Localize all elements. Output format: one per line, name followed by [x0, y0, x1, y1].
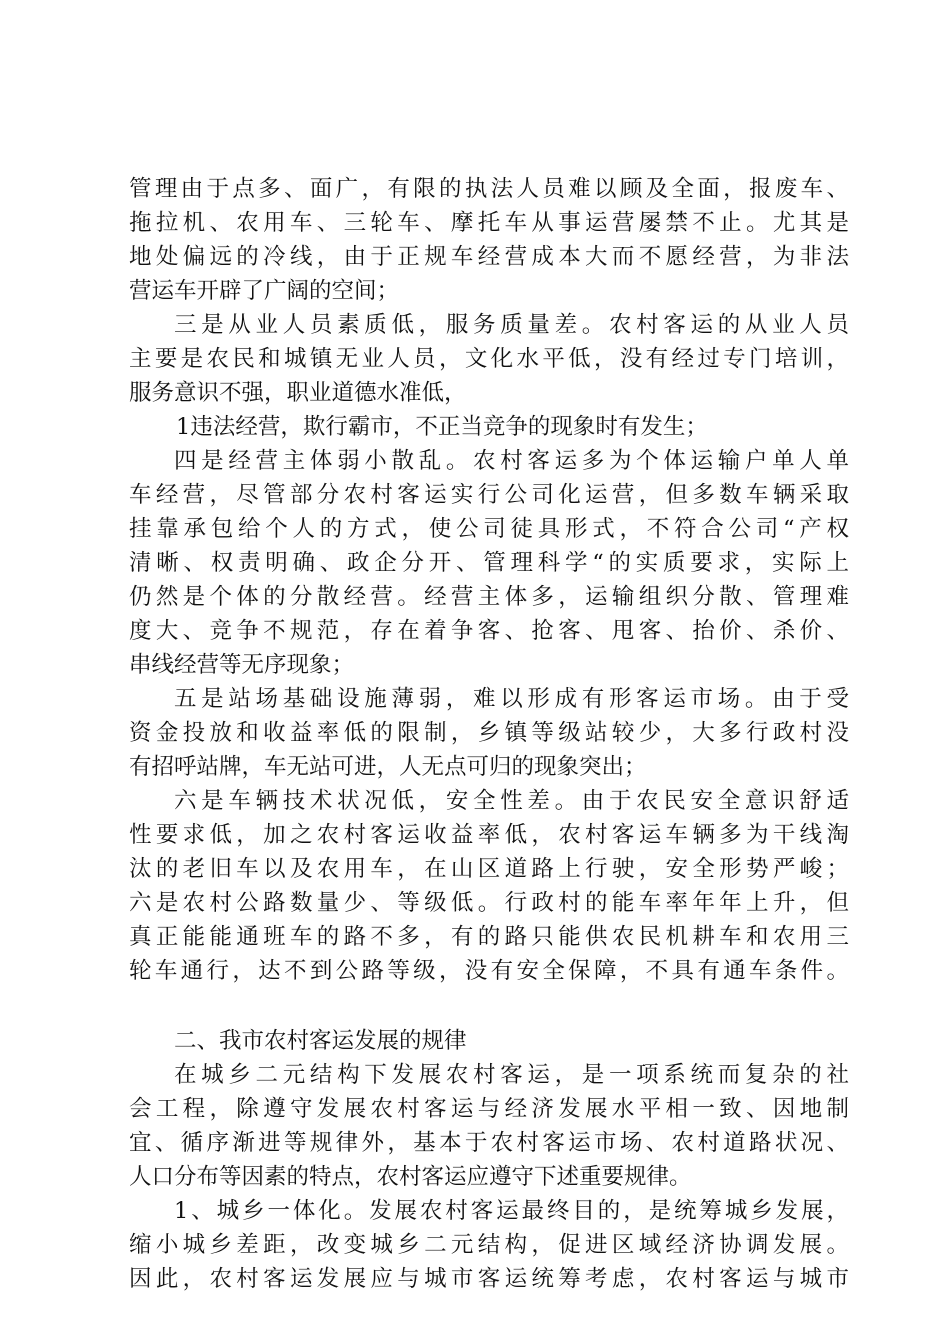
text-line: 在城乡二元结构下发展农村客运，是一项系统而复杂的社 [174, 1062, 849, 1088]
text-line: 三是从业人员素质低，服务质量差。农村客运的从业人员 [174, 312, 849, 338]
text-line: 主要是农民和城镇无业人员，文化水平低，没有经过专门培训， [129, 346, 849, 372]
text-line: 1、城乡一体化。发展农村客运最终目的，是统筹城乡发展， [174, 1198, 849, 1224]
text-line: 资金投放和收益率低的限制，乡镇等级站较少，大多行政村没 [129, 720, 849, 746]
text-line: 度大、竞争不规范，存在着争客、抢客、甩客、抬价、杀价、 [129, 618, 849, 644]
text-line: 四是经营主体弱小散乱。农村客运多为个体运输户单人单 [174, 448, 849, 474]
text-line: 1违法经营，欺行霸市，不正当竞争的现象时有发生； [176, 414, 708, 440]
text-line: 真正能能通班车的路不多，有的路只能供农民机耕车和农用三 [129, 924, 849, 950]
text-line: 仍然是个体的分散经营。经营主体多，运输组织分散、管理难 [129, 584, 849, 610]
text-line: 串线经营等无序现象； [129, 652, 355, 678]
text-line: 人口分布等因素的特点，农村客运应遵守下述重要规律。 [129, 1164, 692, 1190]
text-line: 拖拉机、农用车、三轮车、摩托车从事运营屡禁不止。尤其是 [129, 210, 849, 236]
text-line: 挂靠承包给个人的方式，使公司徒具形式，不符合公司“产权 [129, 516, 849, 542]
text-line: 六是车辆技术状况低，安全性差。由于农民安全意识舒适 [174, 788, 849, 814]
text-line: 管理由于点多、面广，有限的执法人员难以顾及全面，报废车、 [129, 176, 849, 202]
text-line: 轮车通行，达不到公路等级，没有安全保障，不具有通车条件。 [129, 958, 849, 984]
text-line: 会工程，除遵守发展农村客运与经济发展水平相一致、因地制 [129, 1096, 849, 1122]
text-line: 缩小城乡差距，改变城乡二元结构，促进区域经济协调发展。 [129, 1232, 849, 1258]
text-line: 六是农村公路数量少、等级低。行政村的能车率年年上升，但 [129, 890, 849, 916]
section-heading: 二、我市农村客运发展的规律 [174, 1028, 467, 1054]
text-line: 性要求低，加之农村客运收益率低，农村客运车辆多为干线淘 [129, 822, 849, 848]
text-line: 服务意识不强，职业道德水准低， [129, 380, 467, 406]
text-line: 车经营，尽管部分农村客运实行公司化运营，但多数车辆采取 [129, 482, 849, 508]
text-line: 五是站场基础设施薄弱，难以形成有形客运市场。由于受 [174, 686, 849, 712]
text-line: 因此，农村客运发展应与城市客运统筹考虑，农村客运与城市 [129, 1266, 849, 1292]
text-line: 宜、循序渐进等规律外，基本于农村客运市场、农村道路状况、 [129, 1130, 849, 1156]
paragraph-gap [129, 988, 849, 1024]
document-body [129, 172, 849, 1296]
text-line: 清晰、权责明确、政企分开、管理科学“的实质要求，实际上 [129, 550, 849, 576]
text-line: 地处偏远的冷线，由于正规车经营成本大而不愿经营，为非法 [129, 244, 849, 270]
text-line: 汰的老旧车以及农用车，在山区道路上行驶，安全形势严峻； [129, 856, 849, 882]
text-line: 营运车开辟了广阔的空间； [129, 278, 400, 304]
text-line: 有招呼站牌，车无站可进，人无点可归的现象突出； [129, 754, 647, 780]
